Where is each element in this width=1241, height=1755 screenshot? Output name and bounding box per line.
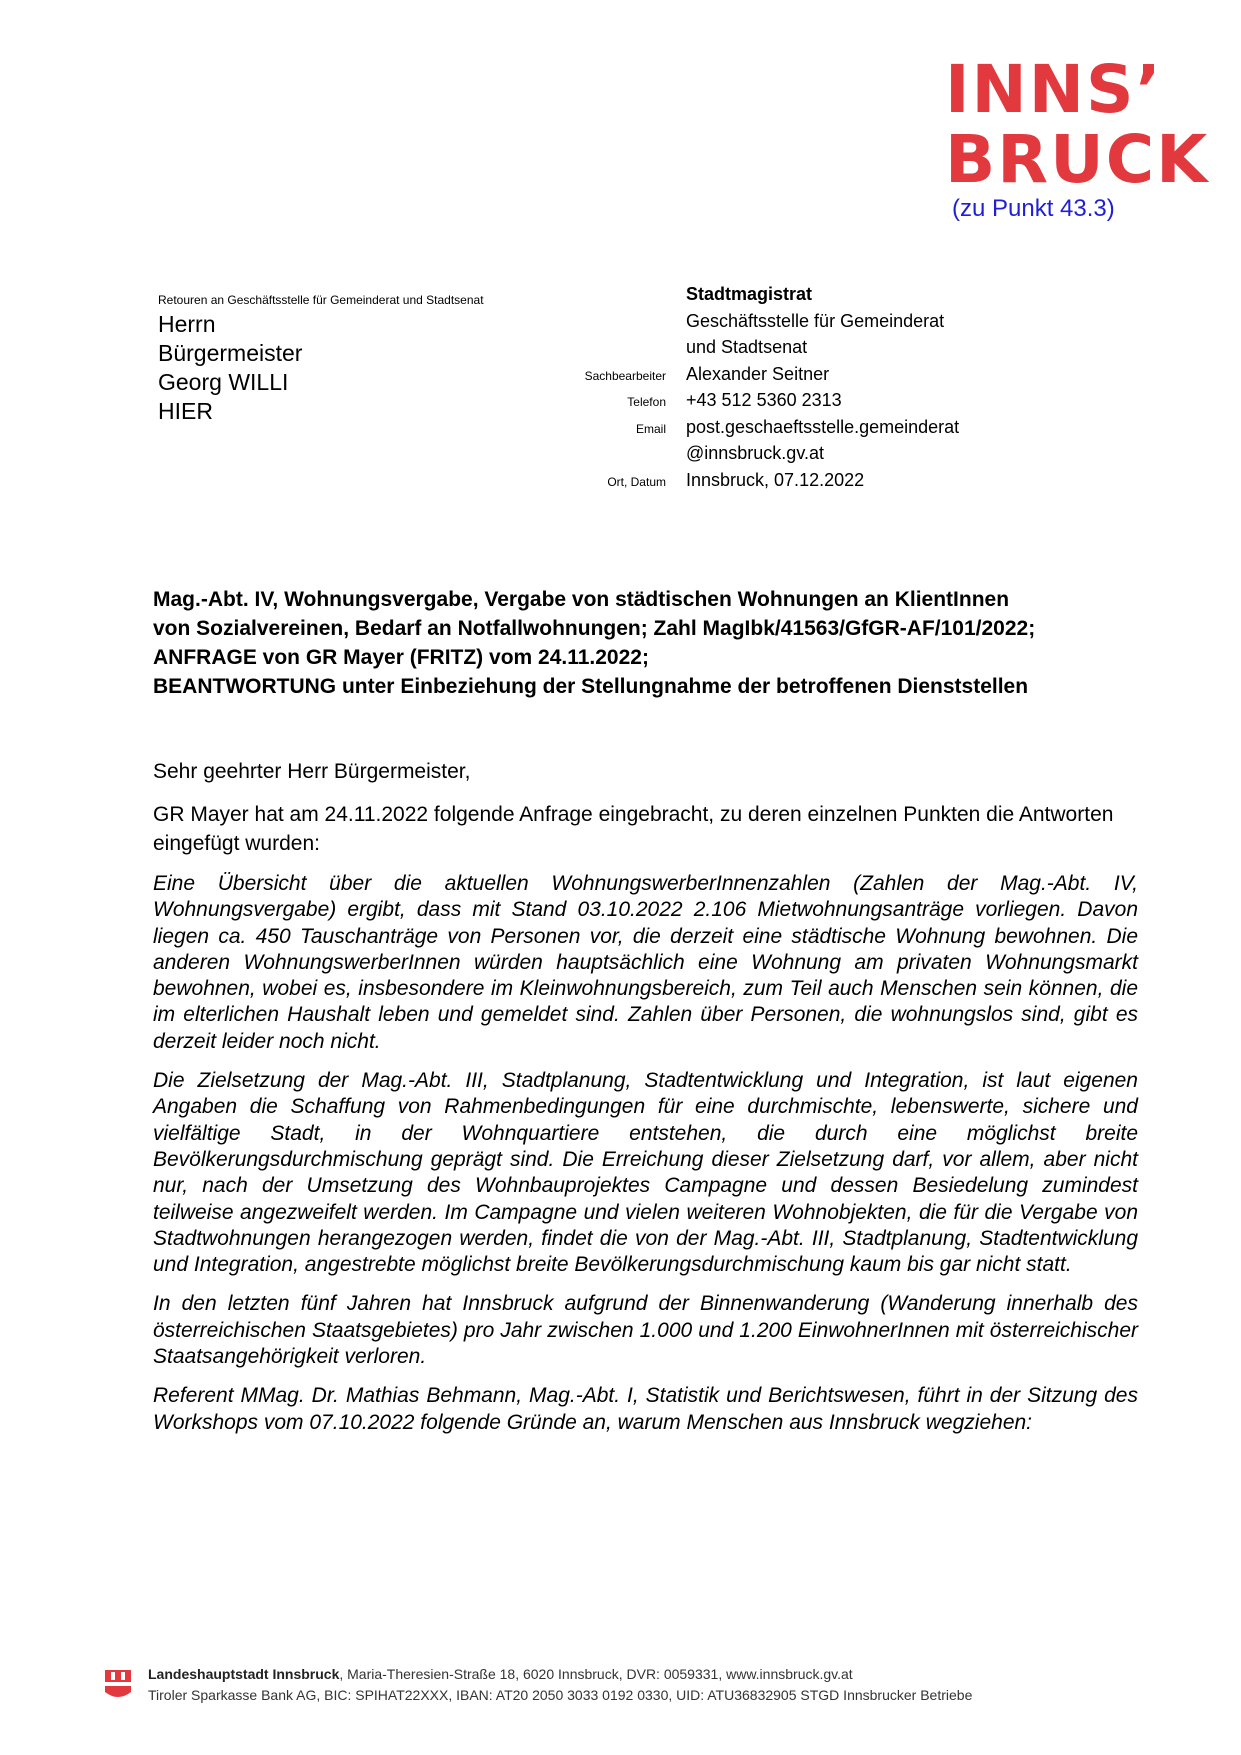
intro-paragraph: GR Mayer hat am 24.11.2022 folgende Anfrage eingebracht, zu deren einzelnen Punkten die Antworten eingefügt wurden: <box>153 803 1114 855</box>
subject-line: Mag.-Abt. IV, Wohnungsvergabe, Vergabe von städtischen Wohnungen an KlientInnen <box>153 588 1010 611</box>
quoted-paragraph: Referent MMag. Dr. Mathias Behmann, Mag.-Abt. I, Statistik und Berichtswesen, führt in der Sitzung des Workshops vom 07.10.2022 folgende Gründe an, warum Menschen aus Innsbruck wegziehen: <box>153 1384 1138 1434</box>
logo-line-1: INNS’ <box>945 51 1163 128</box>
innsbruck-logo <box>945 51 1210 198</box>
footer-bank: Tiroler Sparkasse Bank AG, BIC: SPIHAT22XXX, IBAN: AT20 2050 3033 0192 0330, UID: ATU36832905 STGD Innsbrucker Betriebe <box>148 1687 973 1703</box>
email-address-domain: @innsbruck.gv.at <box>686 443 824 463</box>
subject-line: ANFRAGE von GR Mayer (FRITZ) vom 24.11.2022; <box>153 646 649 669</box>
letter-subject <box>153 585 1143 701</box>
sender-block <box>480 284 959 496</box>
quoted-paragraph: Eine Übersicht über die aktuellen WohnungswerberInnenzahlen (Zahlen der Mag.-Abt. IV, Wohnungsvergabe) ergibt, dass mit Stand 03.10.2022 2.106 Mietwohnungsanträge vorliegen. Davon liegen ca. 450 Tauschanträge von Personen vor, die derzeit eine städtische Wohnung bewohnen. Die anderen WohnungswerberInnen würden hauptsächlich eine Wohnung am privaten Wohnungsmarkt bewohnen, wobei es, insbesondere im Kleinwohnungsbereich, zum Teil auch Menschen sein können, die im elterlichen Haushalt leben und gemeldet sind. Zahlen über Personen, die wohnungslos sind, gibt es derzeit leider noch nicht. <box>153 872 1138 1053</box>
recipient-line: Bürgermeister <box>158 340 303 366</box>
recipient-line: HIER <box>158 398 213 424</box>
clerk-label: Sachbearbeiter <box>584 368 666 383</box>
phone-label: Telefon <box>627 395 666 409</box>
agenda-reference: (zu Punkt 43.3) <box>952 195 1115 222</box>
email-address: post.geschaeftsstelle.gemeinderat <box>686 416 960 437</box>
sender-dept: und Stadtsenat <box>686 337 808 357</box>
subject-line: BEANTWORTUNG unter Einbeziehung der Stellungnahme der betroffenen Dienststellen <box>153 675 1029 698</box>
recipient-line: Herrn <box>158 311 216 337</box>
footer-org: Landeshauptstadt Innsbruck <box>148 1666 340 1682</box>
email-label: Email <box>635 421 666 436</box>
quoted-paragraph: In den letzten fünf Jahren hat Innsbruck aufgrund der Binnenwanderung (Wanderung innerhalb des österreichischen Staatsgebietes) pro Jahr zwischen 1.000 und 1.200 EinwohnerInnen mit österreichischer Staatsangehörigkeit verloren. <box>153 1292 1138 1369</box>
quoted-paragraph: Die Zielsetzung der Mag.-Abt. III, Stadtplanung, Stadtentwicklung und Integration, ist laut eigenen Angaben die Schaffung von Rahmenbedingungen für eine durchmischte, lebenswerte, sichere und vielfältige Stadt, in der Wohnquartiere entstehen, die durch eine möglichst breite Bevölkerungsdurchmischung geprägt sind. Die Erreichung dieser Zielsetzung darf, vor allem, aber nicht nur, nach der Umsetzung des Wohnbauprojektes Campagne und dessen Besiedelung zumindest teilweise angezweifelt werden. Im Campagne und vielen weiteren Wohnobjekten, die für die Vergabe von Stadtwohnungen herangezogen werden, findet die von der Mag.-Abt. III, Stadtplanung, Stadtentwicklung und Integration, angestrebte möglichst breite Bevölkerungsdurchmischung kaum bis gar nicht statt. <box>153 1069 1138 1277</box>
clerk-name: Alexander Seitner <box>686 363 830 384</box>
recipient-block <box>158 310 302 426</box>
recipient-line: Georg WILLI <box>158 369 289 395</box>
sender-org: Stadtmagistrat <box>686 284 813 304</box>
phone-number: +43 512 5360 2313 <box>686 390 842 410</box>
letter-date: Innsbruck, 07.12.2022 <box>686 469 865 490</box>
subject-line: von Sozialvereinen, Bedarf an Notfallwohnungen; Zahl MagIbk/41563/GfGR-AF/101/2022; <box>153 617 1036 640</box>
city-crest-icon <box>103 1668 133 1704</box>
logo-line-2: BRUCK <box>945 121 1210 198</box>
date-label: Ort, Datum <box>607 474 666 489</box>
footer-address-text: , Maria-Theresien-Straße 18, 6020 Innsbruck, DVR: 0059331, www.innsbruck.gv.at <box>339 1666 853 1682</box>
letter-body <box>153 757 1138 1449</box>
return-address: Retouren an Geschäftsstelle für Gemeinderat und Stadtsenat <box>158 293 484 307</box>
salutation: Sehr geehrter Herr Bürgermeister, <box>153 760 471 783</box>
footer-address <box>148 1666 853 1682</box>
sender-dept: Geschäftsstelle für Gemeinderat <box>686 310 945 331</box>
